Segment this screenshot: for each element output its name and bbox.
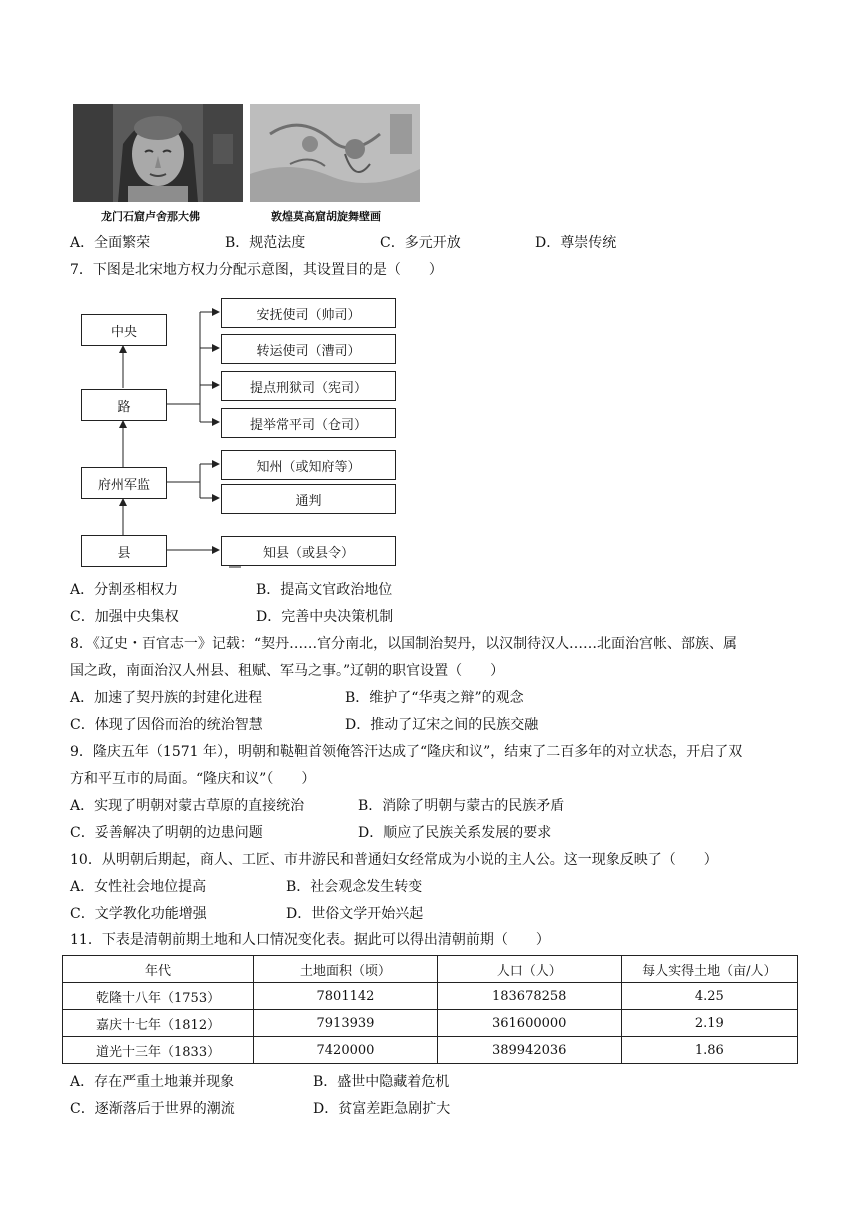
q8-option-b[interactable]: B．维护了“华夷之辩”的观念 (345, 690, 524, 706)
diagram-connectors (0, 0, 860, 600)
tiju-office-box: 提举常平司（仓司） (221, 408, 396, 438)
q8-stem-line1: 8．《辽史・百官志一》记载：“契丹……官分南北，以国制治契丹，以汉制待汉人……北面治宫帐、部族、属 (70, 636, 738, 652)
tongpan-office-box: 通判 (221, 484, 396, 514)
header-population: 人口（人） (437, 956, 621, 983)
table-row (63, 1010, 798, 1037)
q8-option-c[interactable]: C．体现了因俗而治的统治智慧 (70, 717, 263, 733)
q6-option-a[interactable]: A．全面繁荣 (70, 235, 151, 251)
dunhuang-caption: 敦煌莫高窟胡旋舞壁画 (271, 210, 381, 223)
q9-option-a[interactable]: A．实现了明朝对蒙古草原的直接统治 (70, 798, 305, 814)
table-row (63, 1037, 798, 1064)
table-cell: 7801142 (254, 983, 438, 1010)
q7-stem: 7．下图是北宋地方权力分配示意图，其设置目的是（ ） (70, 262, 443, 278)
longmen-caption: 龙门石窟卢舍那大佛 (101, 210, 200, 223)
table-cell: 389942036 (437, 1037, 621, 1064)
q7-option-a[interactable]: A．分割丞相权力 (70, 582, 179, 598)
lu-box: 路 (81, 389, 167, 421)
table-cell: 乾隆十八年（1753） (63, 983, 254, 1010)
q7-option-c[interactable]: C．加强中央集权 (70, 609, 179, 625)
xian-box: 县 (81, 535, 167, 567)
q10-stem: 10．从明朝后期起，商人、工匠、市井游民和普通妇女经常成为小说的主人公。这一现象反映了（ ） (70, 852, 718, 868)
q10-option-b[interactable]: B．社会观念发生转变 (286, 879, 423, 895)
table-cell: 道光十三年（1833） (63, 1037, 254, 1064)
table-cell: 4.25 (621, 983, 797, 1010)
tidian-office-box: 提点刑狱司（宪司） (221, 371, 396, 401)
central-box: 中央 (81, 314, 167, 346)
table-row (63, 983, 798, 1010)
table-header-row (63, 956, 798, 983)
q11-option-a[interactable]: A．存在严重土地兼并现象 (70, 1074, 235, 1090)
fuzhou-box: 府州军监 (81, 467, 167, 499)
zhixian-office-box: 知县（或县令） (221, 536, 396, 566)
table-cell: 7420000 (254, 1037, 438, 1064)
land-population-table (62, 955, 798, 1064)
q11-option-c[interactable]: C．逐渐落后于世界的潮流 (70, 1101, 235, 1117)
q11-option-d[interactable]: D．贫富差距急剧扩大 (313, 1101, 451, 1117)
table-cell: 2.19 (621, 1010, 797, 1037)
q8-option-a[interactable]: A．加速了契丹族的封建化进程 (70, 690, 263, 706)
q8-option-d[interactable]: D．推动了辽宋之间的民族交融 (345, 717, 539, 733)
q9-stem-line1: 9．隆庆五年（1571 年），明朝和鞑靼首领俺答汗达成了“隆庆和议”，结束了二百多年的对立状态，开启了双 (70, 744, 743, 760)
q9-option-c[interactable]: C．妥善解决了明朝的边患问题 (70, 825, 263, 841)
anfu-office-box: 安抚使司（帅司） (221, 298, 396, 328)
header-land-per-capita: 每人实得土地（亩/人） (621, 956, 797, 983)
table-cell: 嘉庆十七年（1812） (63, 1010, 254, 1037)
q7-option-d[interactable]: D．完善中央决策机制 (256, 609, 394, 625)
table-cell: 361600000 (437, 1010, 621, 1037)
zhuanyun-office-box: 转运使司（漕司） (221, 334, 396, 364)
header-land-area: 土地面积（顷） (254, 956, 438, 983)
q6-option-b[interactable]: B．规范法度 (225, 235, 306, 251)
q6-option-d[interactable]: D．尊崇传统 (535, 235, 617, 251)
q9-option-b[interactable]: B．消除了明朝与蒙古的民族矛盾 (358, 798, 565, 814)
q10-option-a[interactable]: A．女性社会地位提高 (70, 879, 207, 895)
header-era: 年代 (63, 956, 254, 983)
q9-option-d[interactable]: D．顺应了民族关系发展的要求 (358, 825, 552, 841)
table-cell: 1.86 (621, 1037, 797, 1064)
q11-option-b[interactable]: B．盛世中隐藏着危机 (313, 1074, 450, 1090)
q6-option-c[interactable]: C．多元开放 (380, 235, 461, 251)
table-cell: 7913939 (254, 1010, 438, 1037)
q9-stem-line2: 方和平互市的局面。“隆庆和议”（ ） (70, 771, 316, 787)
q10-option-d[interactable]: D．世俗文学开始兴起 (286, 906, 424, 922)
q10-option-c[interactable]: C．文学教化功能增强 (70, 906, 207, 922)
q11-stem: 11．下表是清朝前期土地和人口情况变化表。据此可以得出清朝前期（ ） (70, 932, 550, 948)
table-cell: 183678258 (437, 983, 621, 1010)
q8-stem-line2: 国之政，南面治汉人州县、租赋、军马之事。”辽朝的职官设置（ ） (70, 663, 505, 679)
q7-option-b[interactable]: B．提高文官政治地位 (256, 582, 393, 598)
zhizhou-office-box: 知州（或知府等） (221, 450, 396, 480)
